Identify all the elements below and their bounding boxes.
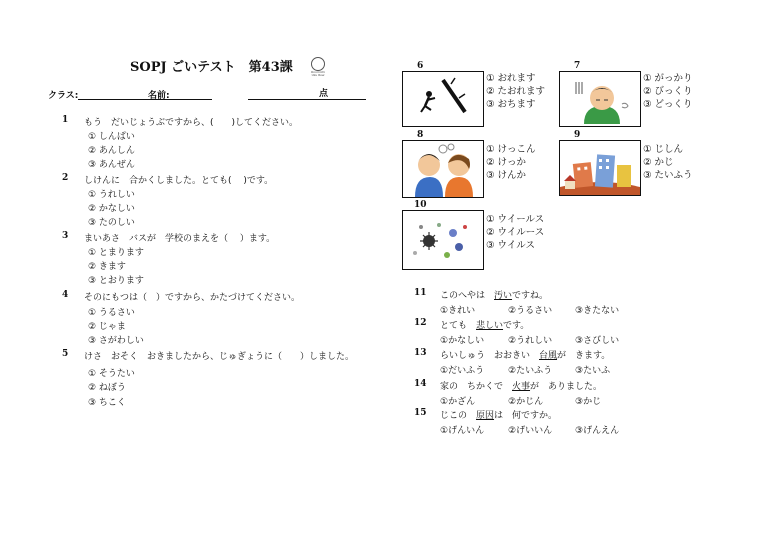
logo-emblem-icon xyxy=(311,57,325,71)
target-word: 台風 xyxy=(539,351,558,361)
option[interactable]: ①だいふう xyxy=(440,366,485,376)
question-number: 11 xyxy=(414,288,427,298)
option[interactable]: ② きます xyxy=(88,262,126,272)
virus-icon xyxy=(403,211,483,269)
option[interactable]: ② けっか xyxy=(486,157,527,168)
option[interactable]: ② かじ xyxy=(643,157,674,168)
option[interactable]: ③ たいふう xyxy=(643,170,693,181)
option[interactable]: ① うるさい xyxy=(88,308,135,318)
picture-box xyxy=(402,140,484,198)
picture-box xyxy=(402,71,484,127)
option[interactable]: ①かなしい xyxy=(440,336,485,346)
option[interactable]: ① おれます xyxy=(486,73,536,84)
question-text: しけんに 合かくしました。とても( )です。 xyxy=(84,176,274,186)
option[interactable]: ③ おちます xyxy=(486,99,536,110)
question-number: 5 xyxy=(62,349,69,359)
score-label: 点 xyxy=(319,89,329,99)
name-label: 名前: xyxy=(148,91,170,101)
class-label: クラス: xyxy=(48,91,79,101)
question-number: 10 xyxy=(414,200,427,210)
option[interactable]: ②うれしい xyxy=(508,336,553,346)
target-word: 汚い xyxy=(494,291,513,301)
question-number: 9 xyxy=(574,130,581,140)
option[interactable]: ②かじん xyxy=(508,397,544,407)
question-number: 7 xyxy=(574,61,581,71)
option[interactable]: ① そうたい xyxy=(88,369,135,379)
option[interactable]: ① けっこん xyxy=(486,144,536,155)
option-list xyxy=(643,143,693,182)
option[interactable]: ① がっかり xyxy=(643,73,693,84)
picture-box xyxy=(559,140,641,196)
option-list xyxy=(486,72,545,111)
option[interactable]: ② びっくり xyxy=(643,86,693,97)
question-number: 12 xyxy=(414,318,427,328)
option[interactable]: ③かじ xyxy=(575,397,602,407)
name-field[interactable] xyxy=(248,99,366,100)
question-text: そのにもつは（ ）ですから、かたづけてください。 xyxy=(84,293,301,303)
option[interactable]: ②げいいん xyxy=(508,426,553,436)
option[interactable]: ① うれしい xyxy=(88,190,135,200)
option[interactable]: ③さびしい xyxy=(575,336,620,346)
option[interactable]: ① しんぱい xyxy=(88,132,135,142)
target-word: 悲しい xyxy=(476,321,504,331)
option-list xyxy=(643,72,693,111)
question-number: 2 xyxy=(62,173,69,183)
option[interactable]: ① ウイールス xyxy=(486,214,545,225)
option[interactable]: ① とまります xyxy=(88,248,144,258)
question-text: まいあさ バスが 学校のまえを（ ）ます。 xyxy=(84,234,276,244)
question-number: 14 xyxy=(414,379,427,389)
option-list xyxy=(486,143,536,182)
target-word: 火事 xyxy=(512,382,531,392)
question-text: じこの 原因は 何ですか。 xyxy=(440,411,558,421)
option[interactable]: ② ウイルース xyxy=(486,227,545,238)
logo-text: Onomichi Uzu Row xyxy=(310,70,326,77)
option[interactable]: ③ さがわしい xyxy=(88,336,144,346)
question-text: このへやは 汚いですね。 xyxy=(440,291,549,301)
option[interactable]: ①げんいん xyxy=(440,426,485,436)
option[interactable]: ② あんしん xyxy=(88,146,135,156)
picture-box xyxy=(402,210,484,270)
option[interactable]: ③ どっくり xyxy=(643,99,693,110)
option[interactable]: ③ たのしい xyxy=(88,218,135,228)
option[interactable]: ② じゃま xyxy=(88,322,126,332)
class-field[interactable] xyxy=(78,99,212,100)
option[interactable]: ② かなしい xyxy=(88,204,135,214)
option[interactable]: ③きたない xyxy=(575,306,620,316)
option[interactable]: ③ けんか xyxy=(486,170,527,181)
option[interactable]: ②うるさい xyxy=(508,306,553,316)
option[interactable]: ② たおれます xyxy=(486,86,546,97)
question-text: けさ おそく おきましたから、じゅぎょうに（ ）しました。 xyxy=(84,352,355,362)
two-people-fighting-icon xyxy=(403,141,483,197)
option[interactable]: ③ ウイルス xyxy=(486,240,535,251)
picture-box xyxy=(559,71,641,127)
question-number: 13 xyxy=(414,348,427,358)
option[interactable]: ③ あんぜん xyxy=(88,160,135,170)
question-text: もう だいじょうぶですから、( )してください。 xyxy=(84,118,299,128)
falling-tree-icon xyxy=(403,72,483,126)
option[interactable]: ③ ちこく xyxy=(88,398,126,408)
disappointed-person-icon xyxy=(560,72,640,126)
question-text: とても 悲しいです。 xyxy=(440,321,530,331)
option[interactable]: ③げんえん xyxy=(575,426,620,436)
option[interactable]: ② ねぼう xyxy=(88,383,126,393)
option[interactable]: ②たいふう xyxy=(508,366,553,376)
option-list xyxy=(486,213,544,252)
question-text: 家の ちかくで 火事が ありました。 xyxy=(440,382,603,392)
question-number: 8 xyxy=(417,130,424,140)
question-number: 15 xyxy=(414,408,427,418)
target-word: 原因 xyxy=(476,411,495,421)
question-number: 1 xyxy=(62,115,69,125)
page-title: SOPJ ごいテスト 第43課 xyxy=(130,60,293,75)
question-number: 6 xyxy=(417,61,424,71)
option[interactable]: ① じしん xyxy=(643,144,684,155)
option[interactable]: ①かざん xyxy=(440,397,476,407)
earthquake-buildings-icon xyxy=(560,141,640,195)
question-number: 4 xyxy=(62,290,69,300)
school-logo xyxy=(310,57,326,77)
question-text: らいしゅう おおきい 台風が きます。 xyxy=(440,351,611,361)
option[interactable]: ③ とおります xyxy=(88,276,144,286)
option[interactable]: ③たいふ xyxy=(575,366,611,376)
question-number: 3 xyxy=(62,231,69,241)
option[interactable]: ①きれい xyxy=(440,306,476,316)
